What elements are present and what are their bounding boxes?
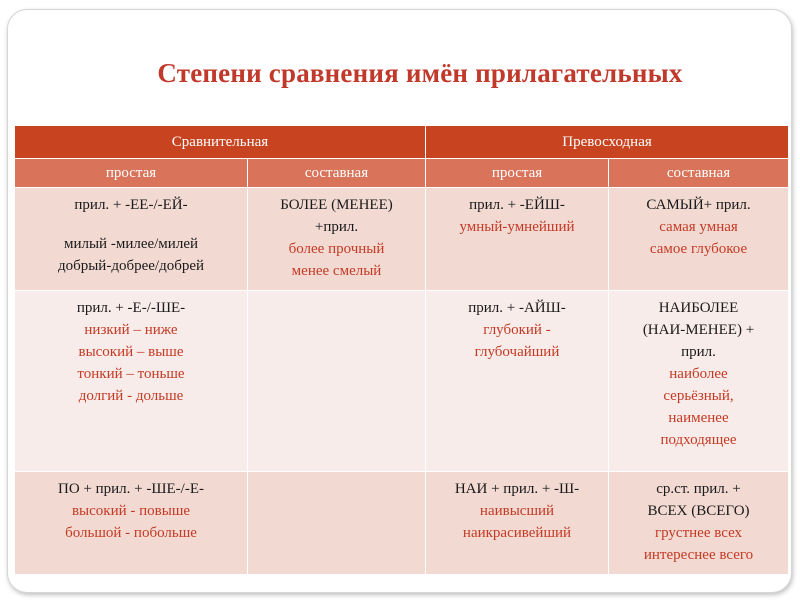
example-text: добрый-добрее/добрей xyxy=(57,258,205,274)
example-text: самое глубокое xyxy=(649,241,748,257)
example-text: высокий – выше xyxy=(78,344,184,360)
example-text: интереснее всего xyxy=(643,547,754,563)
example-text: тонкий – тоньше xyxy=(77,366,185,382)
formula-text: НАИБОЛЕЕ xyxy=(658,300,739,316)
example-text: долгий - дольше xyxy=(78,388,184,404)
example-text: умный-умнейший xyxy=(459,219,575,235)
formula-text: (НАИ-МЕНЕЕ) + xyxy=(642,322,755,338)
header-superlative: Превосходная xyxy=(426,126,789,159)
formula-text: САМЫЙ+ прил. xyxy=(646,197,751,213)
table-cell-empty xyxy=(248,472,426,575)
subheader-comparative-simple: простая xyxy=(15,159,248,188)
example-text: глубокий - xyxy=(483,322,551,338)
subheader-superlative-compound: составная xyxy=(609,159,789,188)
subheader-superlative-simple: простая xyxy=(426,159,609,188)
table-cell xyxy=(609,291,789,472)
table-cell xyxy=(609,188,789,291)
example-text: менее смелый xyxy=(291,263,382,279)
table-cell xyxy=(15,188,248,291)
table-row xyxy=(15,472,789,575)
table-cell xyxy=(609,472,789,575)
example-text: более прочный xyxy=(288,241,385,257)
formula-text: прил. + -Е-/-ШЕ- xyxy=(76,300,186,316)
formula-text: прил. + -АЙШ- xyxy=(468,300,566,316)
table-cell xyxy=(426,291,609,472)
table-row xyxy=(15,291,789,472)
formula-text: ПО + прил. + -ШЕ-/-Е- xyxy=(58,481,204,497)
formula-text: НАИ + прил. + -Ш- xyxy=(454,481,580,497)
table-cell xyxy=(248,188,426,291)
example-text: самая умная xyxy=(659,219,738,235)
table-cell xyxy=(15,291,248,472)
example-text: низкий – ниже xyxy=(84,322,178,338)
table-cell xyxy=(426,472,609,575)
example-text: подходящее xyxy=(660,432,737,448)
table-row xyxy=(15,188,789,291)
formula-text: +прил. xyxy=(314,219,359,235)
example-text: большой - побольше xyxy=(65,525,197,541)
formula-text: прил. + -ЕЙШ- xyxy=(469,197,565,213)
formula-text: прил. + -ЕЕ-/-ЕЙ- xyxy=(74,197,188,213)
example-text: наикрасивейший xyxy=(462,525,572,541)
table-cell xyxy=(15,472,248,575)
example-text: грустнее всех xyxy=(654,525,743,541)
slide-title: Степени сравнения имён прилагательных xyxy=(157,58,683,88)
example-text: наименее xyxy=(668,410,729,426)
example-text: милый -милее/милей xyxy=(63,236,199,252)
example-text: глубочайший xyxy=(474,344,560,360)
formula-text: ср.ст. прил. + xyxy=(656,481,741,497)
formula-text: БОЛЕЕ (МЕНЕЕ) xyxy=(280,197,393,213)
formula-text: ВСЕХ (ВСЕГО) xyxy=(647,503,750,519)
subheader-comparative-compound: составная xyxy=(248,159,426,188)
example-text: серьёзный, xyxy=(663,388,734,404)
table-cell-empty xyxy=(248,291,426,472)
example-text: высокий - повыше xyxy=(71,503,191,519)
comparison-table xyxy=(14,125,789,575)
header-comparative: Сравнительная xyxy=(15,126,426,159)
example-text: наиболее xyxy=(669,366,728,382)
example-text: наивысший xyxy=(479,503,555,519)
formula-text: прил. xyxy=(681,344,716,360)
table-cell xyxy=(426,188,609,291)
